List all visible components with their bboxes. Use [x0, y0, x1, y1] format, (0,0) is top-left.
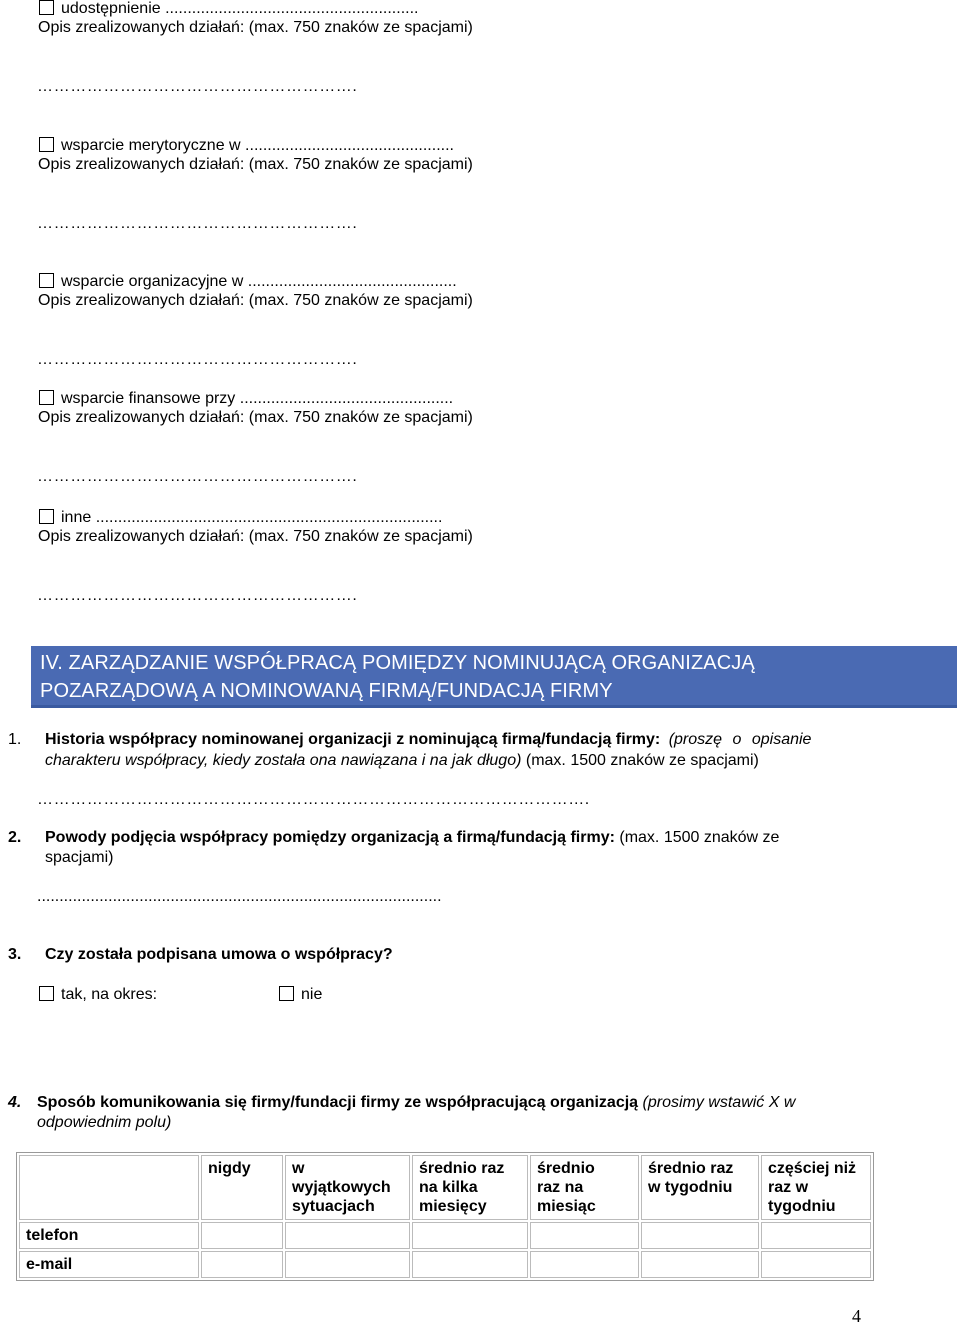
q2-number: 2. [8, 829, 22, 846]
q1-question: Historia współpracy nominowanej organizacji z nominującą firmą/fundacją firmy: [45, 731, 661, 748]
q4-number: 4. [8, 1094, 22, 1111]
checkbox[interactable] [39, 0, 54, 15]
description-note: (max. 750 znaków ze spacjami) [248, 19, 473, 36]
table-header-cell [285, 1155, 410, 1220]
description-prefix: Opis zrealizowanych działań: [38, 156, 245, 173]
support-item-option[interactable] [39, 0, 418, 18]
q3-option-yes[interactable] [39, 986, 157, 1004]
checkbox-no[interactable] [279, 986, 294, 1001]
description-answer-dots[interactable]: …………………………………………………. [37, 215, 358, 232]
header-kilka-miesiecy: średnio raz na kilka miesięcy [419, 1160, 505, 1215]
q4-text [37, 1094, 795, 1112]
q1-instruction-cont: charakteru współpracy, kiedy została ona nawiązana i na jak długo) [45, 752, 522, 769]
header-czesciej: częściej niż raz w tygodniu [768, 1160, 857, 1215]
table-row [19, 1222, 871, 1249]
support-item-option[interactable] [39, 390, 453, 408]
support-item-label: wsparcie merytoryczne w ............................................... [61, 137, 454, 154]
q4-instruction-cont: odpowiednim polu) [37, 1114, 172, 1131]
q1-note: (max. 1500 znaków ze spacjami) [525, 752, 759, 769]
description-label [38, 528, 473, 546]
table-header-cell [761, 1155, 871, 1220]
header-nigdy: nigdy [208, 1160, 251, 1177]
table-header-row [19, 1155, 871, 1220]
support-item-label: inne .............................................................................. [61, 509, 443, 526]
q2-text [45, 829, 779, 847]
table-cell[interactable] [530, 1251, 639, 1278]
row-label-telefon: telefon [19, 1222, 199, 1249]
checkbox[interactable] [39, 273, 54, 288]
q3-question: Czy została podpisana umowa o współpracy? [45, 946, 393, 963]
description-prefix: Opis zrealizowanych działań: [38, 19, 245, 36]
communication-table [16, 1152, 874, 1281]
description-answer-dots[interactable]: …………………………………………………. [37, 587, 358, 604]
section-title-line1: IV. ZARZĄDZANIE WSPÓŁPRACĄ POMIĘDZY NOMINUJĄCĄ ORGANIZACJĄ [40, 652, 755, 674]
q2-note-cont: spacjami) [45, 849, 114, 866]
table-header-cell [412, 1155, 528, 1220]
header-raz-na-miesiac: średnio raz na miesiąc [537, 1160, 596, 1215]
table-cell[interactable] [285, 1222, 410, 1249]
support-item-label: wsparcie organizacyjne w ............................................... [61, 273, 457, 290]
description-answer-dots[interactable]: …………………………………………………. [37, 468, 358, 485]
q2-answer-dots[interactable]: ........................................................................................... [37, 888, 442, 905]
table-cell[interactable] [412, 1222, 528, 1249]
table-header-cell [641, 1155, 759, 1220]
q3-option-yes-label: tak, na okres: [61, 986, 158, 1003]
support-item-option[interactable] [39, 273, 457, 291]
q1-text-line2 [45, 752, 759, 770]
header-raz-w-tygodniu: średnio raz w tygodniu [648, 1160, 734, 1196]
description-prefix: Opis zrealizowanych działań: [38, 528, 245, 545]
q2-note: (max. 1500 znaków ze [619, 829, 780, 846]
table-cell[interactable] [201, 1251, 283, 1278]
description-label [38, 156, 473, 174]
q3-number: 3. [8, 946, 22, 963]
table-cell[interactable] [412, 1251, 528, 1278]
q3-option-no-label: nie [301, 986, 323, 1003]
page-number: 4 [852, 1306, 861, 1326]
support-item-label: wsparcie finansowe przy ................................................ [61, 390, 454, 407]
section-banner [31, 646, 957, 708]
row-label-email: e-mail [19, 1251, 199, 1278]
table-cell[interactable] [641, 1222, 759, 1249]
q1-number: 1. [8, 731, 22, 748]
description-label [38, 19, 473, 37]
description-answer-dots[interactable]: …………………………………………………. [37, 351, 358, 368]
q1-answer-dots[interactable]: ………………………………………………………………………………………. [37, 791, 590, 808]
description-label [38, 292, 473, 310]
description-note: (max. 750 znaków ze spacjami) [248, 528, 473, 545]
table-row [19, 1251, 871, 1278]
description-answer-dots[interactable]: …………………………………………………. [37, 78, 358, 95]
q1-instruction: (proszę o opisanie [668, 731, 812, 748]
description-label [38, 409, 473, 427]
checkbox[interactable] [39, 509, 54, 524]
q1-text [45, 731, 811, 749]
table-cell[interactable] [761, 1251, 871, 1278]
table-cell[interactable] [201, 1222, 283, 1249]
description-prefix: Opis zrealizowanych działań: [38, 292, 245, 309]
checkbox-yes[interactable] [39, 986, 54, 1001]
support-item-option[interactable] [39, 509, 442, 527]
q2-question: Powody podjęcia współpracy pomiędzy organizacją a firmą/fundacją firmy: [45, 829, 615, 846]
q4-instruction: (prosimy wstawić X w [642, 1094, 796, 1111]
table-header-cell [530, 1155, 639, 1220]
description-note: (max. 750 znaków ze spacjami) [248, 156, 473, 173]
table-header-cell [19, 1155, 199, 1220]
checkbox[interactable] [39, 137, 54, 152]
description-note: (max. 750 znaków ze spacjami) [248, 292, 473, 309]
header-wyjatkowych: w wyjątkowych sytuacjach [292, 1160, 391, 1215]
description-prefix: Opis zrealizowanych działań: [38, 409, 245, 426]
checkbox[interactable] [39, 390, 54, 405]
table-cell[interactable] [641, 1251, 759, 1278]
description-note: (max. 750 znaków ze spacjami) [248, 409, 473, 426]
q3-option-no[interactable] [279, 986, 322, 1004]
q4-question: Sposób komunikowania się firmy/fundacji firmy ze współpracującą organizacją [37, 1094, 639, 1111]
support-item-label: udostępnienie ......................................................... [61, 0, 419, 17]
table-cell[interactable] [530, 1222, 639, 1249]
section-title-line2: POZARZĄDOWĄ A NOMINOWANĄ FIRMĄ/FUNDACJĄ FIRMY [40, 680, 613, 702]
support-item-option[interactable] [39, 137, 454, 155]
table-cell[interactable] [285, 1251, 410, 1278]
table-header-cell [201, 1155, 283, 1220]
table-cell[interactable] [761, 1222, 871, 1249]
